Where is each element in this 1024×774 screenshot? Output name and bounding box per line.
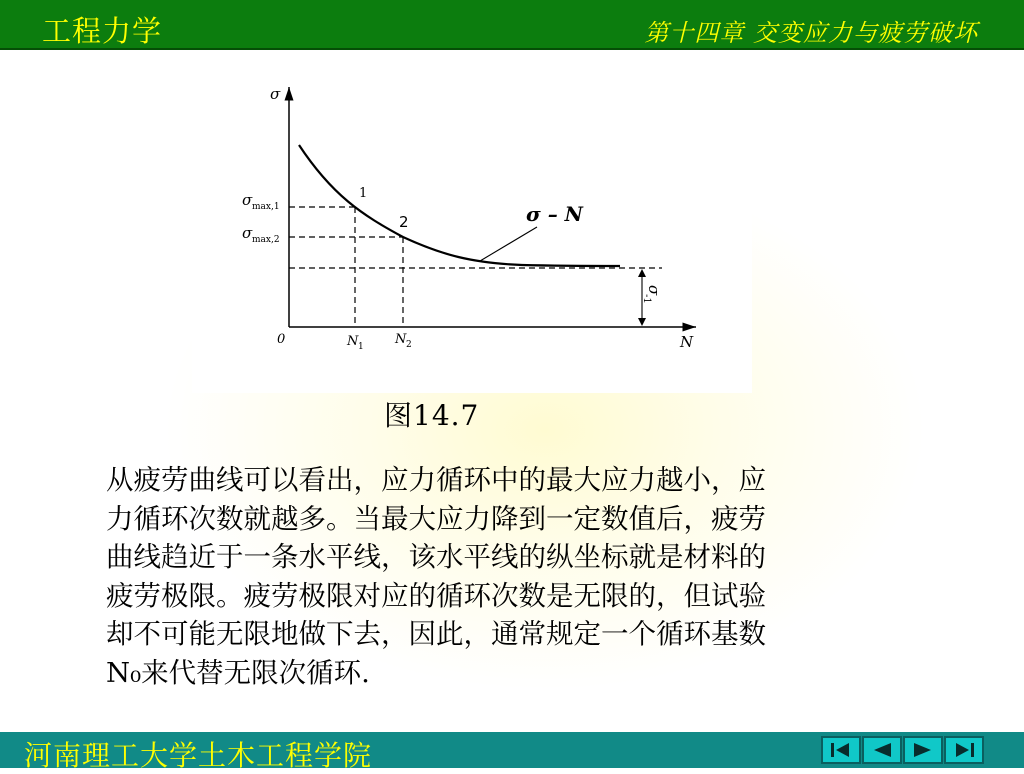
curve-label: σ – N — [526, 202, 583, 226]
sigma-max1-subscript: max,1 — [252, 202, 280, 212]
paragraph-line: 从疲劳曲线可以看出，应力循环中的最大应力越小，应 — [106, 464, 766, 496]
paragraph-line: 曲线趋近于一条水平线，该水平线的纵坐标就是材料的 — [106, 541, 766, 573]
first-page-button[interactable] — [821, 736, 861, 764]
sigma-max2-subscript: max,2 — [252, 235, 280, 245]
paragraph-line: 疲劳极限。疲劳极限对应的循环次数是无限的，但试验 — [106, 579, 766, 612]
explanation-paragraph — [106, 461, 926, 692]
y-axis-label: σ — [270, 85, 281, 103]
n2-label: N — [395, 332, 407, 347]
previous-page-button[interactable] — [862, 736, 902, 764]
paragraph-line: 力循环次数就越多。当最大应力降到一定数值后，疲劳 — [106, 502, 766, 535]
sigma-max1-label: σ — [242, 191, 253, 209]
n1-subscript: 1 — [358, 342, 364, 352]
triangle-right-icon — [910, 740, 936, 760]
fatigue-curve-figure — [192, 75, 752, 393]
point-1-label: 1 — [359, 186, 368, 201]
x-axis-label: N — [680, 333, 694, 351]
n1-label: N — [347, 334, 359, 349]
paragraph-line: N₀来代替无限次循环. — [106, 656, 370, 689]
origin-label: 0 — [277, 332, 286, 347]
curve-label-leader — [480, 227, 537, 261]
n2-subscript: 2 — [406, 340, 412, 350]
sigma-n-diagram — [192, 75, 752, 393]
paragraph-line: 却不可能无限地做下去，因此，通常规定一个循环基数 — [106, 618, 766, 650]
next-page-button[interactable] — [903, 736, 943, 764]
header-bar — [0, 0, 1024, 50]
fatigue-limit-label: σ — [645, 285, 663, 296]
fatigue-limit-label-group — [641, 285, 663, 304]
sigma-max2-label: σ — [242, 224, 253, 242]
point-2-label: 2 — [399, 213, 409, 231]
figure-caption: 图14.7 — [384, 399, 480, 432]
chapter-title: 第十四章 交变应力与疲劳破坏 — [644, 19, 978, 47]
course-title: 工程力学 — [42, 14, 163, 48]
last-page-button[interactable] — [944, 736, 984, 764]
fatigue-limit-subscript: -1 — [641, 294, 652, 304]
triangle-left-icon — [869, 740, 895, 760]
skip-to-start-icon — [828, 740, 854, 760]
slide-navigation — [821, 736, 984, 764]
school-name: 河南理工大学土木工程学院 — [24, 739, 373, 772]
footer-bar — [0, 732, 1024, 772]
skip-to-end-icon — [951, 740, 977, 760]
